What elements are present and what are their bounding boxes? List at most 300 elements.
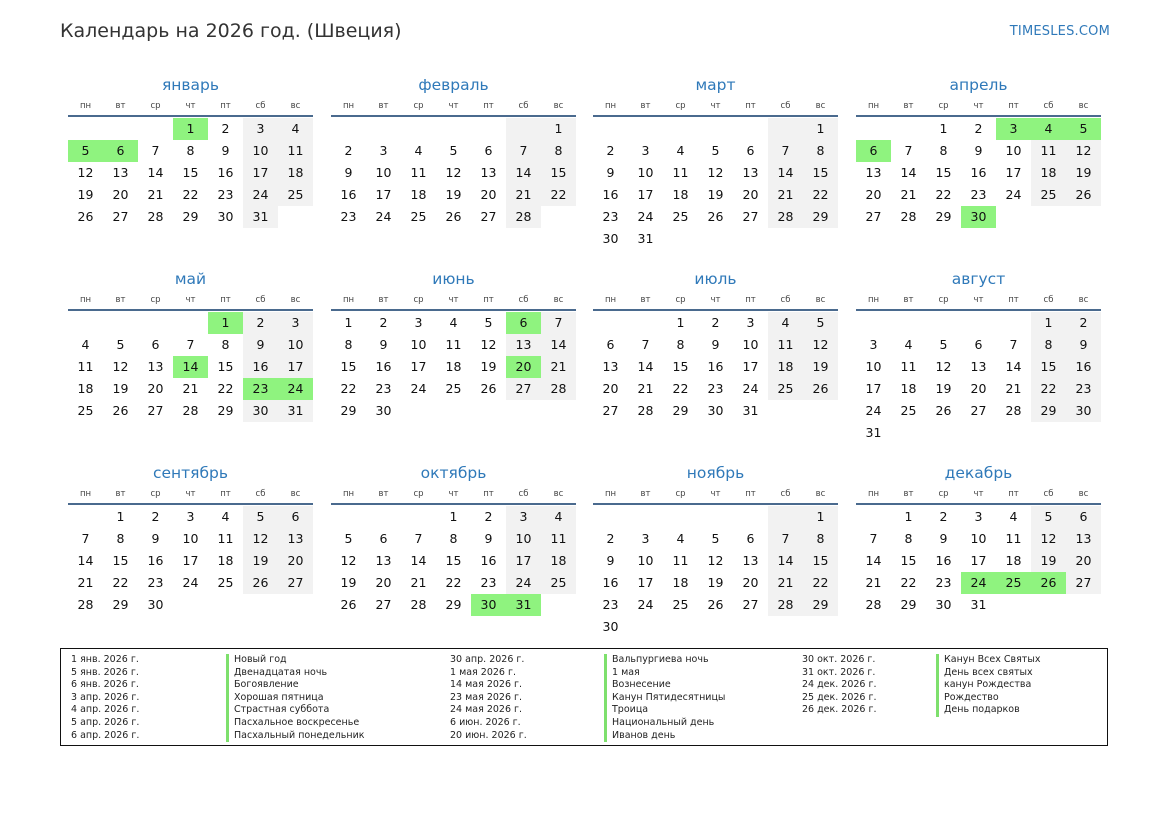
day-cell: 11 [1005, 531, 1022, 546]
day-cell: 28 [768, 594, 803, 616]
weekday-label: сб [518, 295, 529, 305]
day-cell: 7 [186, 337, 195, 352]
day-cell: 5 [711, 143, 720, 158]
day-cell: 14 [900, 165, 917, 180]
day-cell: 11 [445, 337, 462, 352]
holiday-day: 3 [996, 118, 1031, 140]
empty-cell [331, 506, 366, 528]
month-name: август [951, 270, 1006, 288]
day-cell: 7 [641, 337, 650, 352]
empty-cell [926, 312, 961, 334]
day-grid [68, 118, 313, 228]
day-cell: 9 [974, 143, 983, 158]
day-cell: 15 [112, 553, 129, 568]
day-cell: 6 [746, 143, 755, 158]
weekday-label: вт [378, 101, 389, 111]
legend-names-col [226, 654, 365, 742]
weekday-label: сб [1043, 295, 1054, 305]
day-cell: 11 [77, 359, 94, 374]
day-cell: 10 [278, 334, 313, 356]
empty-cell [173, 312, 208, 334]
day-cell: 4 [449, 315, 458, 330]
day-cell: 15 [900, 553, 917, 568]
day-cell: 22 [541, 184, 576, 206]
day-cell: 19 [445, 187, 462, 202]
weekday-label: пт [483, 295, 494, 305]
legend-holiday-name: 1 мая [604, 667, 725, 680]
day-cell: 6 [484, 143, 493, 158]
day-cell: 18 [768, 356, 803, 378]
day-cell: 4 [676, 531, 685, 546]
day-cell: 27 [506, 378, 541, 400]
weekday-label: пн [342, 295, 355, 305]
legend-date: 5 апр. 2026 г. [71, 716, 140, 728]
legend-holiday-name: Рождество [936, 692, 1040, 705]
day-cell: 25 [410, 209, 427, 224]
weekday-label: пн [867, 295, 880, 305]
day-cell: 5 [449, 143, 458, 158]
month-3 [593, 74, 838, 250]
day-cell: 20 [970, 381, 987, 396]
empty-cell [138, 312, 173, 334]
empty-cell [593, 118, 628, 140]
month-name: январь [161, 76, 220, 94]
holiday-day: 20 [506, 356, 541, 378]
legend-date: 24 дек. 2026 г. [802, 679, 877, 691]
weekday-label: сб [255, 295, 266, 305]
empty-cell [436, 118, 471, 140]
weekday-header [331, 96, 576, 117]
day-cell: 17 [410, 359, 427, 374]
day-cell: 30 [1066, 400, 1101, 422]
day-cell: 25 [900, 403, 917, 418]
day-cell: 21 [541, 356, 576, 378]
day-cell: 22 [900, 575, 917, 590]
day-cell: 10 [970, 531, 987, 546]
weekday-label: чт [710, 489, 721, 499]
day-cell: 14 [506, 162, 541, 184]
month-name: октябрь [420, 464, 487, 482]
month-12 [856, 462, 1101, 616]
day-cell: 22 [803, 572, 838, 594]
day-cell: 21 [768, 572, 803, 594]
day-cell: 2 [939, 509, 948, 524]
day-cell: 26 [935, 403, 952, 418]
day-cell: 22 [803, 184, 838, 206]
day-cell: 22 [182, 187, 199, 202]
day-cell: 24 [182, 575, 199, 590]
day-cell: 2 [243, 312, 278, 334]
day-cell: 25 [672, 209, 689, 224]
day-cell: 16 [935, 553, 952, 568]
legend-holiday-name: Иванов день [604, 730, 725, 743]
day-cell: 12 [1031, 528, 1066, 550]
page-title: Календарь на 2026 год. (Швеция) [60, 20, 402, 42]
day-cell: 16 [147, 553, 164, 568]
day-cell: 26 [480, 381, 497, 396]
month-name: март [695, 76, 736, 94]
day-cell: 21 [1005, 381, 1022, 396]
day-cell: 8 [939, 143, 948, 158]
day-cell: 25 [278, 184, 313, 206]
day-cell: 22 [217, 381, 234, 396]
day-cell: 26 [445, 209, 462, 224]
day-cell: 31 [243, 206, 278, 228]
day-cell: 18 [1005, 553, 1022, 568]
day-cell: 14 [768, 162, 803, 184]
day-cell: 21 [182, 381, 199, 396]
day-cell: 14 [410, 553, 427, 568]
day-cell: 12 [445, 165, 462, 180]
holiday-day: 6 [856, 140, 891, 162]
day-cell: 29 [445, 597, 462, 612]
day-cell: 18 [77, 381, 94, 396]
day-cell: 16 [707, 359, 724, 374]
day-cell: 25 [768, 378, 803, 400]
day-cell: 19 [77, 187, 94, 202]
holiday-day: 23 [243, 378, 278, 400]
empty-cell [996, 312, 1031, 334]
holiday-day: 14 [173, 356, 208, 378]
day-cell: 27 [1066, 572, 1101, 594]
day-cell: 10 [410, 337, 427, 352]
weekday-label: вс [1078, 101, 1089, 111]
month-name: май [174, 270, 207, 288]
day-cell: 18 [1031, 162, 1066, 184]
weekday-header [331, 290, 576, 311]
day-cell: 31 [865, 425, 882, 440]
empty-cell [628, 118, 663, 140]
day-cell: 26 [340, 597, 357, 612]
day-cell: 28 [900, 209, 917, 224]
holiday-day: 25 [996, 572, 1031, 594]
day-cell: 10 [1005, 143, 1022, 158]
legend-holiday-name: Национальный день [604, 717, 725, 730]
day-cell: 12 [112, 359, 129, 374]
day-cell: 27 [278, 572, 313, 594]
day-cell: 22 [935, 187, 952, 202]
day-cell: 4 [414, 143, 423, 158]
holiday-day: 24 [961, 572, 996, 594]
legend-date: 30 окт. 2026 г. [802, 654, 876, 665]
day-cell: 12 [340, 553, 357, 568]
legend-date: 26 дек. 2026 г. [802, 704, 877, 716]
day-cell: 19 [1066, 162, 1101, 184]
empty-cell [628, 506, 663, 528]
site-link[interactable]: TIMESLES.COM [1009, 24, 1110, 39]
day-cell: 1 [939, 121, 948, 136]
day-cell: 26 [1066, 184, 1101, 206]
weekday-label: вт [115, 295, 126, 305]
day-cell: 24 [637, 597, 654, 612]
day-cell: 5 [243, 506, 278, 528]
empty-cell [891, 312, 926, 334]
weekday-label: сб [255, 101, 266, 111]
weekday-label: чт [448, 489, 459, 499]
day-cell: 30 [217, 209, 234, 224]
day-cell: 24 [506, 572, 541, 594]
day-cell: 11 [672, 553, 689, 568]
day-cell: 28 [147, 209, 164, 224]
day-cell: 29 [900, 597, 917, 612]
day-cell: 29 [182, 209, 199, 224]
holiday-day: 5 [68, 140, 103, 162]
day-cell: 8 [803, 528, 838, 550]
day-cell: 14 [147, 165, 164, 180]
empty-cell [961, 312, 996, 334]
day-cell: 2 [379, 315, 388, 330]
weekday-label: сб [518, 101, 529, 111]
weekday-label: пн [79, 101, 92, 111]
day-cell: 7 [414, 531, 423, 546]
weekday-label: чт [185, 489, 196, 499]
empty-cell [856, 118, 891, 140]
empty-cell [768, 118, 803, 140]
day-cell: 8 [344, 337, 353, 352]
weekday-label: ср [150, 295, 161, 305]
day-cell: 17 [865, 381, 882, 396]
weekday-label: вс [1078, 295, 1089, 305]
day-cell: 8 [186, 143, 195, 158]
weekday-label: пт [1008, 295, 1019, 305]
day-cell: 19 [935, 381, 952, 396]
day-grid [856, 118, 1101, 228]
day-cell: 16 [375, 359, 392, 374]
weekday-label: пт [220, 489, 231, 499]
weekday-label: чт [710, 295, 721, 305]
day-cell: 13 [865, 165, 882, 180]
weekday-label: пт [483, 101, 494, 111]
legend-date: 1 мая 2026 г. [450, 666, 516, 678]
empty-cell [698, 118, 733, 140]
day-cell: 16 [602, 575, 619, 590]
day-cell: 17 [278, 356, 313, 378]
legend-date: 6 апр. 2026 г. [71, 729, 140, 741]
weekday-label: чт [448, 295, 459, 305]
day-cell: 6 [151, 337, 160, 352]
day-cell: 16 [602, 187, 619, 202]
weekday-label: пн [342, 101, 355, 111]
weekday-header [68, 484, 313, 505]
day-grid [68, 312, 313, 422]
legend-date: 20 июн. 2026 г. [450, 729, 527, 741]
day-cell: 2 [711, 315, 720, 330]
day-cell: 18 [541, 550, 576, 572]
day-cell: 17 [182, 553, 199, 568]
weekday-label: ср [413, 295, 424, 305]
weekday-header [68, 290, 313, 311]
holiday-day: 1 [208, 312, 243, 334]
day-grid [593, 312, 838, 422]
legend-holiday-name: День подарков [936, 704, 1040, 717]
empty-cell [471, 118, 506, 140]
weekday-label: вт [640, 101, 651, 111]
empty-cell [366, 118, 401, 140]
day-cell: 8 [803, 140, 838, 162]
day-cell: 15 [803, 550, 838, 572]
day-cell: 28 [768, 206, 803, 228]
day-cell: 10 [375, 165, 392, 180]
day-cell: 18 [900, 381, 917, 396]
day-cell: 21 [506, 184, 541, 206]
day-cell: 21 [77, 575, 94, 590]
weekday-label: вс [290, 295, 301, 305]
day-cell: 7 [1009, 337, 1018, 352]
day-cell: 25 [445, 381, 462, 396]
weekday-label: чт [185, 295, 196, 305]
day-cell: 4 [904, 337, 913, 352]
day-cell: 17 [637, 575, 654, 590]
day-cell: 5 [711, 531, 720, 546]
day-cell: 19 [340, 575, 357, 590]
legend-date: 14 мая 2026 г. [450, 679, 523, 691]
day-cell: 5 [1031, 506, 1066, 528]
day-cell: 2 [484, 509, 493, 524]
day-cell: 29 [340, 403, 357, 418]
weekday-label: ср [413, 101, 424, 111]
day-cell: 13 [147, 359, 164, 374]
empty-cell [768, 506, 803, 528]
day-cell: 18 [410, 187, 427, 202]
empty-cell [593, 506, 628, 528]
day-cell: 27 [742, 597, 759, 612]
day-cell: 5 [803, 312, 838, 334]
day-cell: 12 [1066, 140, 1101, 162]
day-cell: 1 [803, 118, 838, 140]
day-cell: 18 [672, 575, 689, 590]
day-cell: 7 [904, 143, 913, 158]
day-cell: 3 [641, 143, 650, 158]
day-cell: 30 [707, 403, 724, 418]
day-cell: 12 [77, 165, 94, 180]
empty-cell [663, 118, 698, 140]
day-cell: 7 [506, 140, 541, 162]
weekday-label: ср [938, 101, 949, 111]
day-cell: 28 [410, 597, 427, 612]
holiday-day: 24 [278, 378, 313, 400]
day-cell: 8 [541, 140, 576, 162]
day-cell: 2 [606, 531, 615, 546]
day-cell: 29 [672, 403, 689, 418]
weekday-label: вт [903, 101, 914, 111]
day-cell: 15 [935, 165, 952, 180]
day-cell: 8 [904, 531, 913, 546]
day-cell: 13 [742, 553, 759, 568]
day-cell: 2 [974, 121, 983, 136]
day-cell: 8 [116, 531, 125, 546]
weekday-label: пн [867, 489, 880, 499]
day-cell: 27 [480, 209, 497, 224]
day-cell: 4 [1009, 509, 1018, 524]
weekday-label: сб [780, 101, 791, 111]
weekday-label: ср [675, 101, 686, 111]
day-cell: 8 [449, 531, 458, 546]
month-8 [856, 268, 1101, 444]
day-cell: 20 [112, 187, 129, 202]
holiday-legend [60, 648, 1108, 746]
empty-cell [103, 118, 138, 140]
day-cell: 18 [672, 187, 689, 202]
day-cell: 23 [340, 209, 357, 224]
weekday-label: чт [710, 101, 721, 111]
weekday-label: сб [780, 489, 791, 499]
empty-cell [698, 506, 733, 528]
weekday-label: сб [255, 489, 266, 499]
weekday-label: чт [973, 489, 984, 499]
day-cell: 3 [869, 337, 878, 352]
day-cell: 27 [742, 209, 759, 224]
day-cell: 5 [484, 315, 493, 330]
day-cell: 29 [803, 206, 838, 228]
day-cell: 23 [217, 187, 234, 202]
weekday-label: ср [938, 295, 949, 305]
empty-cell [506, 118, 541, 140]
day-cell: 23 [1066, 378, 1101, 400]
legend-holiday-name: Вальпургиева ночь [604, 654, 725, 667]
day-grid [68, 506, 313, 616]
day-cell: 27 [970, 403, 987, 418]
day-cell: 11 [278, 140, 313, 162]
legend-holiday-name: Вознесение [604, 679, 725, 692]
day-cell: 12 [707, 165, 724, 180]
day-cell: 21 [637, 381, 654, 396]
day-cell: 1 [1031, 312, 1066, 334]
day-cell: 9 [1066, 334, 1101, 356]
holiday-day: 6 [103, 140, 138, 162]
day-cell: 19 [243, 550, 278, 572]
holiday-day: 5 [1066, 118, 1101, 140]
day-cell: 20 [742, 187, 759, 202]
day-cell: 3 [278, 312, 313, 334]
day-cell: 1 [116, 509, 125, 524]
day-cell: 5 [344, 531, 353, 546]
weekday-label: чт [973, 295, 984, 305]
day-cell: 29 [803, 594, 838, 616]
weekday-header [856, 290, 1101, 311]
day-cell: 1 [541, 118, 576, 140]
day-cell: 10 [637, 165, 654, 180]
day-cell: 24 [865, 403, 882, 418]
legend-holiday-name: Новый год [226, 654, 365, 667]
day-cell: 3 [186, 509, 195, 524]
day-cell: 15 [217, 359, 234, 374]
day-cell: 30 [147, 597, 164, 612]
weekday-label: сб [1043, 489, 1054, 499]
day-cell: 31 [637, 231, 654, 246]
day-cell: 22 [112, 575, 129, 590]
legend-holiday-name: Двенадцатая ночь [226, 667, 365, 680]
day-cell: 23 [707, 381, 724, 396]
day-cell: 21 [410, 575, 427, 590]
month-name: ноябрь [686, 464, 745, 482]
day-cell: 15 [672, 359, 689, 374]
weekday-label: пн [79, 489, 92, 499]
day-cell: 15 [340, 359, 357, 374]
day-cell: 7 [768, 140, 803, 162]
day-cell: 22 [445, 575, 462, 590]
month-2 [331, 74, 576, 228]
legend-date: 3 апр. 2026 г. [71, 691, 140, 703]
day-cell: 26 [707, 209, 724, 224]
day-cell: 16 [217, 165, 234, 180]
day-grid [593, 506, 838, 638]
weekday-label: чт [185, 101, 196, 111]
day-cell: 1 [803, 506, 838, 528]
day-cell: 18 [278, 162, 313, 184]
legend-date: 25 дек. 2026 г. [802, 691, 877, 703]
day-cell: 10 [637, 553, 654, 568]
day-cell: 30 [935, 597, 952, 612]
